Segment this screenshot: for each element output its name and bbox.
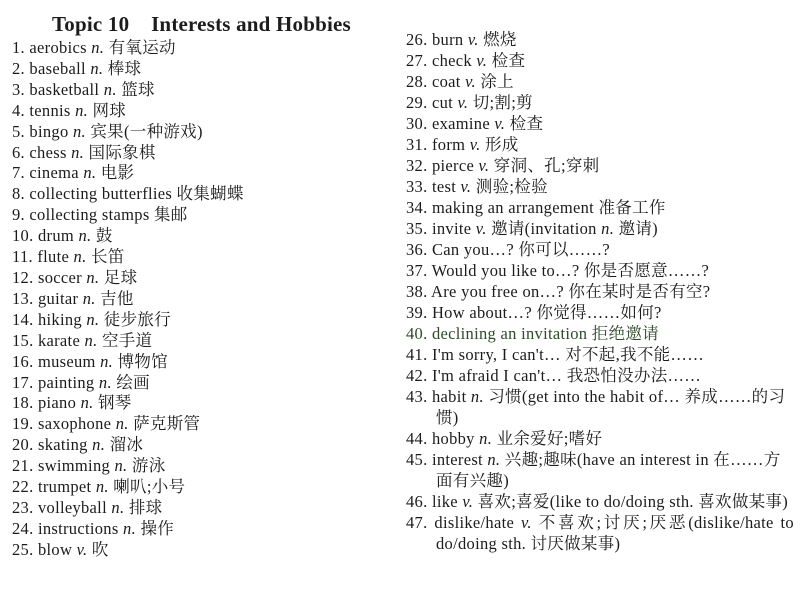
vocab-item: 30. examine v. 检查	[406, 114, 544, 133]
vocab-item: 8. collecting butterflies 收集蝴蝶	[12, 184, 244, 204]
vocab-item: 14. hiking n. 徒步旅行	[12, 309, 171, 329]
vocab-item: 42. I'm afraid I can't… 我恐怕没办法……	[406, 366, 702, 385]
vocab-item: 41. I'm sorry, I can't… 对不起,我不能……	[406, 345, 705, 364]
vocab-item: 10. drum n. 鼓	[12, 226, 113, 246]
vocab-item: 20. skating n. 溜冰	[12, 435, 144, 455]
vocab-item: 18. piano n. 钢琴	[12, 393, 132, 413]
vocab-item: 22. trumpet n. 喇叭;小号	[12, 477, 186, 497]
vocab-item: 6. chess n. 国际象棋	[12, 142, 156, 162]
vocab-item: 46. like v. 喜欢;喜爱(like to do/doing sth. 喜欢做某事)	[406, 492, 789, 511]
vocab-item: 31. form v. 形成	[406, 135, 519, 154]
vocab-item: 11. flute n. 长笛	[12, 247, 125, 267]
vocab-item: 44. hobby n. 业余爱好;嗜好	[406, 429, 603, 448]
vocab-list-left	[12, 38, 400, 561]
vocab-item: 27. check v. 检查	[406, 51, 526, 70]
vocab-item: 13. guitar n. 吉他	[12, 288, 134, 308]
page-title: Topic 10 Interests and Hobbies	[52, 12, 351, 36]
vocab-item: 33. test v. 测验;检验	[406, 177, 548, 196]
vocab-item: 47. dislike/hate v. 不喜欢;讨厌;厌恶(dislike/hate to do/doing sth. 讨厌做某事)	[406, 513, 794, 553]
vocab-item: 19. saxophone n. 萨克斯管	[12, 414, 201, 434]
vocab-item: 32. pierce v. 穿洞、孔;穿刺	[406, 156, 600, 175]
vocab-item: 34. making an arrangement 准备工作	[406, 198, 666, 217]
vocab-item: 40. declining an invitation 拒绝邀请	[406, 324, 659, 343]
vocab-item: 3. basketball n. 篮球	[12, 79, 155, 99]
vocab-item: 12. soccer n. 足球	[12, 267, 138, 287]
vocab-item: 21. swimming n. 游泳	[12, 456, 166, 476]
vocab-item: 29. cut v. 切;割;剪	[406, 93, 533, 112]
vocab-item: 26. burn v. 燃烧	[406, 30, 517, 49]
vocab-item: 2. baseball n. 棒球	[12, 58, 142, 78]
vocab-item: 4. tennis n. 网球	[12, 100, 127, 120]
vocab-item: 24. instructions n. 操作	[12, 518, 175, 538]
vocab-item: 23. volleyball n. 排球	[12, 497, 163, 517]
vocab-item: 28. coat v. 涂上	[406, 72, 514, 91]
vocab-item: 1. aerobics n. 有氧运动	[12, 38, 176, 57]
vocab-item: 45. interest n. 兴趣;趣味(have an interest in 在……方面有兴趣)	[406, 450, 781, 490]
vocab-item: 16. museum n. 博物馆	[12, 351, 168, 371]
vocab-item: 9. collecting stamps 集邮	[12, 205, 188, 225]
vocab-item: 37. Would you like to…? 你是否愿意……?	[406, 261, 710, 280]
vocab-item: 17. painting n. 绘画	[12, 372, 150, 392]
vocab-item: 7. cinema n. 电影	[12, 163, 135, 183]
vocab-item: 43. habit n. 习惯(get into the habit of… 养成……的习惯)	[406, 387, 786, 427]
vocab-item: 39. How about…? 你觉得……如何?	[406, 303, 662, 322]
vocab-list-right	[406, 29, 794, 554]
vocab-item: 36. Can you…? 你可以……?	[406, 240, 611, 259]
vocab-item: 15. karate n. 空手道	[12, 330, 153, 350]
vocab-item: 5. bingo n. 宾果(一种游戏)	[12, 121, 203, 141]
vocab-item: 38. Are you free on…? 你在某时是否有空?	[406, 282, 711, 301]
vocab-item: 25. blow v. 吹	[12, 539, 109, 559]
vocab-item: 35. invite v. 邀请(invitation n. 邀请)	[406, 219, 658, 238]
